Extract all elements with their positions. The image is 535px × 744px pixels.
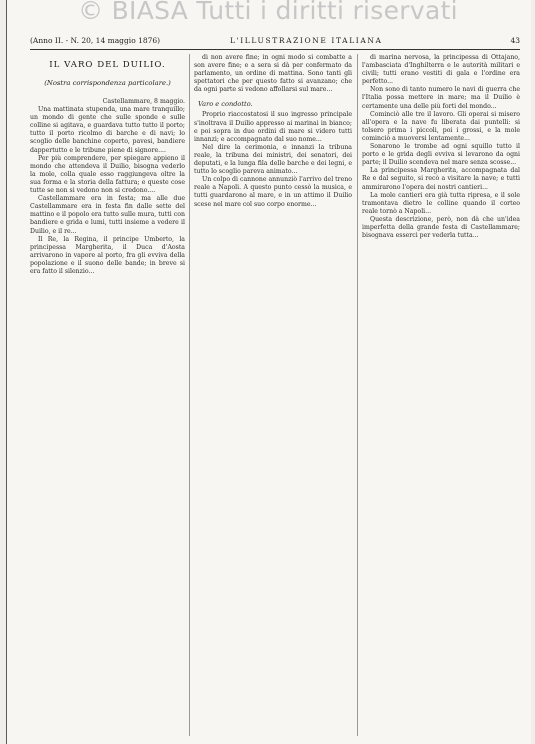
article-subtitle: (Nostra corrispondenza particolare.): [44, 79, 171, 87]
paragraph: La principessa Margherita, accompagnata dal Re e dal seguito, si recò a visitare la nave; e tutti ammirarono l'opera dei nostri cantieri...: [362, 167, 520, 191]
paragraph: Sonarono le trombe ad ogni squillo tutto il porto e le grida degli evviva si levarono da ogni parte; il Duilio scendeva nel mare senza scosse...: [362, 143, 520, 167]
article-title: IL VARO DEL DUILIO.: [49, 60, 166, 70]
paragraph: Castellammare era in festa; ma alle due Castellammare era in festa fin dalle sette del mattino e il popolo era tutto sulle mura, tutti con bandiere e grida e lumi, tutti insieme a vedere il Duilio, e il re...: [30, 195, 185, 235]
paragraph: Il Re, la Regina, il principe Umberto, la principessa Margherita, il Duca d'Aosta arrivarono in vapore al porto, fra gli evviva della popolazione e il suono delle bande; in breve si era fatto il silenzio...: [30, 235, 185, 275]
dateline: Castellammare, 8 maggio.: [102, 98, 185, 105]
text-column-1: [30, 54, 185, 734]
paragraph: Una mattinata stupenda, una mare tranquillo; un mondo di gente che sulle sponde e sulle colline si agitava, e guardava tutto tutto il porto; tutto il porto ricolmo di barche e di navi; lo scoglio delle banchine coperto, pavesi, bandiere dappertutto e le tribune piene di signore....: [30, 106, 185, 154]
column-divider: [189, 54, 190, 736]
paragraph: La mole cantieri era già tutta ripresa, e il sole tramontava dietro le colline quando il corteo reale tornò a Napoli...: [362, 191, 520, 215]
paragraph: Nel dire la cerimonia, e innanzi la tribuna reale, la tribuna dei ministri, dei senatori, dei deputati, e la lunga fila delle barche e dei legni, e tutto lo scoglio pareva animato...: [194, 143, 352, 176]
page-number: 43: [510, 36, 520, 45]
copyright-watermark: © BIASA Tutti i diritti riservati: [78, 0, 458, 25]
paragraph: Questa descrizione, però, non dà che un'idea imperfetta della grande festa di Castellammare; bisognava esserci per vederla tutta...: [362, 215, 520, 240]
column-divider: [357, 54, 358, 736]
text-column-3: [362, 54, 520, 734]
paragraph: di marina nervosa, la principessa di Ottajano, l'ambasciata d'Inghilterra e le autorità militari e civili; tutti erano vestiti di gala e l'ordine era perfetto...: [362, 54, 520, 86]
section-heading: Varo e condotto.: [198, 100, 253, 109]
header-rule: [30, 49, 520, 50]
journal-title: L'ILLUSTRAZIONE ITALIANA: [230, 36, 383, 45]
text-column-2: [194, 54, 352, 734]
issue-info: (Anno II. - N. 20, 14 maggio 1876): [30, 36, 161, 45]
paragraph: Un colpo di cannone annunziò l'arrivo del treno reale a Napoli. A questo punto cessò la musica, e tutti guardarono al mare, e in un attimo il Duilio scese nel mare col suo corpo enorme...: [194, 176, 352, 208]
paragraph: Per più comprendere, per spiegare appieno il mondo che attendeva il Duilio, bisogna vederlo la mole, colla quale esso raggiungeva oltre la sua forma e la storia della fattura; e queste cose tutte se non si vedono non si credono....: [30, 154, 185, 195]
paragraph: di non avere fine; in ogni modo si combatte a son avere fine; e a sera si dà per confermato da parlamento, un ordine di mattina. Sono tanti gli spettatori che per questo fatto si avanzano; che da ogni parte si vedono affollarsi sul mare...: [194, 54, 352, 94]
paragraph: Proprio riaccostatosi il suo ingresso principale s'inoltrava il Duilio appresso ai marinai in bianco; e poi sopra in due ordini di mare si videro tutti innanzi; e accompagnato dal suo nome...: [194, 111, 352, 143]
page-header: [30, 36, 520, 48]
paragraph: Non sono di tanto numero le navi di guerra che l'Italia possa mettere in mare; ma il Duilio è certamente una delle più forti del mondo...: [362, 86, 520, 110]
paragraph: Cominciò alle tre il lavoro. Gli operai si misero all'opera e la nave fu liberata dai puntelli: si tolsero prima i piccoli, poi i grossi, e la mole cominciò a muoversi lentamente...: [362, 110, 520, 142]
